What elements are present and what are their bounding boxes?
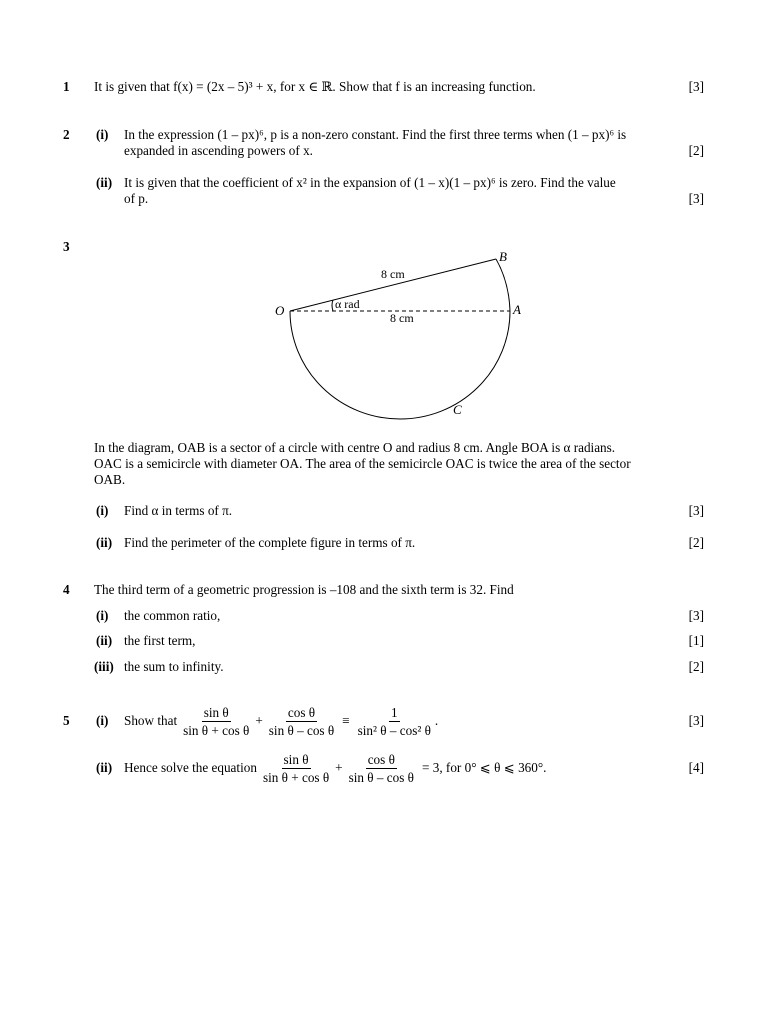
angle-arc xyxy=(332,300,333,311)
question-2-number: 2 xyxy=(63,127,70,142)
question-5ii-equation xyxy=(124,750,546,786)
fraction-denominator: sin² θ – cos² θ xyxy=(357,722,431,738)
question-2i-marks: [2] xyxy=(688,143,704,158)
fraction-numerator: cos θ xyxy=(287,704,316,720)
plus-sign: + xyxy=(335,760,343,775)
question-4i-text: the common ratio, xyxy=(124,608,221,623)
question-5ii-label: (ii) xyxy=(96,760,113,775)
question-3i-text: Find α in terms of π. xyxy=(124,503,233,518)
semicircle-arc-oac xyxy=(290,311,510,419)
question-4ii-label: (ii) xyxy=(96,633,113,648)
question-4-text: The third term of a geometric progression is –108 and the sixth term is 32. Find xyxy=(94,582,514,597)
question-3-line3: OAB. xyxy=(94,472,126,487)
question-2i-line1: In the expression (1 – px)⁶, p is a non-zero constant. Find the first three terms when (1 – px)⁶ is xyxy=(124,127,627,142)
label-a: A xyxy=(513,302,521,317)
question-4i-marks: [3] xyxy=(688,608,704,623)
question-5-number: 5 xyxy=(63,713,70,728)
question-5ii-suffix: = 3, for 0° ⩽ θ ⩽ 360°. xyxy=(422,760,547,775)
question-4i-label: (i) xyxy=(96,608,109,623)
label-angle: α rad xyxy=(335,297,360,311)
fraction-sin-over-sum xyxy=(261,752,331,785)
question-5i-prefix: Show that xyxy=(124,713,178,728)
question-3ii-marks: [2] xyxy=(688,535,704,550)
question-3ii-text: Find the perimeter of the complete figure in terms of π. xyxy=(124,535,416,550)
fraction-denominator: sin θ + cos θ xyxy=(262,769,330,785)
question-3i-label: (i) xyxy=(96,503,109,518)
question-4-number: 4 xyxy=(63,582,70,597)
fraction-cos-over-difference xyxy=(267,705,336,738)
fraction-denominator: sin θ – cos θ xyxy=(268,722,335,738)
question-5i-marks: [3] xyxy=(688,713,704,728)
question-3i-marks: [3] xyxy=(688,503,704,518)
fraction-numerator: 1 xyxy=(390,704,398,720)
label-c: C xyxy=(453,402,462,417)
question-1-marks: [3] xyxy=(688,79,704,94)
fraction-numerator: sin θ xyxy=(283,751,309,767)
question-4iii-label: (iii) xyxy=(94,659,114,674)
sector-semicircle-diagram xyxy=(0,0,768,430)
fraction-one-over-squares xyxy=(356,705,433,738)
sector-arc-ab xyxy=(496,259,510,311)
question-3ii-label: (ii) xyxy=(96,535,113,550)
equivalence-sign: ≡ xyxy=(342,713,350,728)
question-2ii-line2: of p. xyxy=(124,191,149,206)
fraction-numerator: sin θ xyxy=(203,704,229,720)
fraction-sin-over-sum xyxy=(181,705,251,738)
question-2ii-label: (ii) xyxy=(96,175,113,190)
label-ob-length: 8 cm xyxy=(381,267,405,281)
question-2ii-line1: It is given that the coefficient of x² in the expansion of (1 – x)(1 – px)⁶ is zero. Find the value xyxy=(124,175,616,190)
plus-sign: + xyxy=(255,713,263,728)
question-4ii-marks: [1] xyxy=(688,633,704,648)
fraction-denominator: sin θ – cos θ xyxy=(348,769,414,785)
question-5ii-prefix: Hence solve the equation xyxy=(124,760,257,775)
question-5i-label: (i) xyxy=(96,713,109,728)
period: . xyxy=(434,713,439,728)
question-5ii-marks: [4] xyxy=(688,760,704,775)
question-3-line2: OAC is a semicircle with diameter OA. The area of the semicircle OAC is twice the area of the sector xyxy=(94,456,631,471)
fraction-denominator: sin θ + cos θ xyxy=(183,722,250,738)
fraction-numerator: cos θ xyxy=(367,751,395,767)
question-2ii-marks: [3] xyxy=(688,191,704,206)
label-b: B xyxy=(499,249,507,264)
question-1-text: It is given that f(x) = (2x – 5)³ + x, for x ∈ ℝ. Show that f is an increasing function. xyxy=(94,79,536,94)
fraction-cos-over-difference xyxy=(347,752,416,785)
question-5i-identity xyxy=(124,703,438,739)
question-2i-line2: expanded in ascending powers of x. xyxy=(124,143,313,158)
question-4iii-text: the sum to infinity. xyxy=(124,659,224,674)
label-oa-length: 8 cm xyxy=(390,311,414,325)
question-4iii-marks: [2] xyxy=(688,659,704,674)
label-o: O xyxy=(275,303,285,318)
question-3-line1: In the diagram, OAB is a sector of a circle with centre O and radius 8 cm. Angle BOA is α radians. xyxy=(94,440,616,455)
question-3-number: 3 xyxy=(63,239,70,254)
question-4ii-text: the first term, xyxy=(124,633,196,648)
question-2i-label: (i) xyxy=(96,127,109,142)
question-1-number: 1 xyxy=(63,79,70,94)
